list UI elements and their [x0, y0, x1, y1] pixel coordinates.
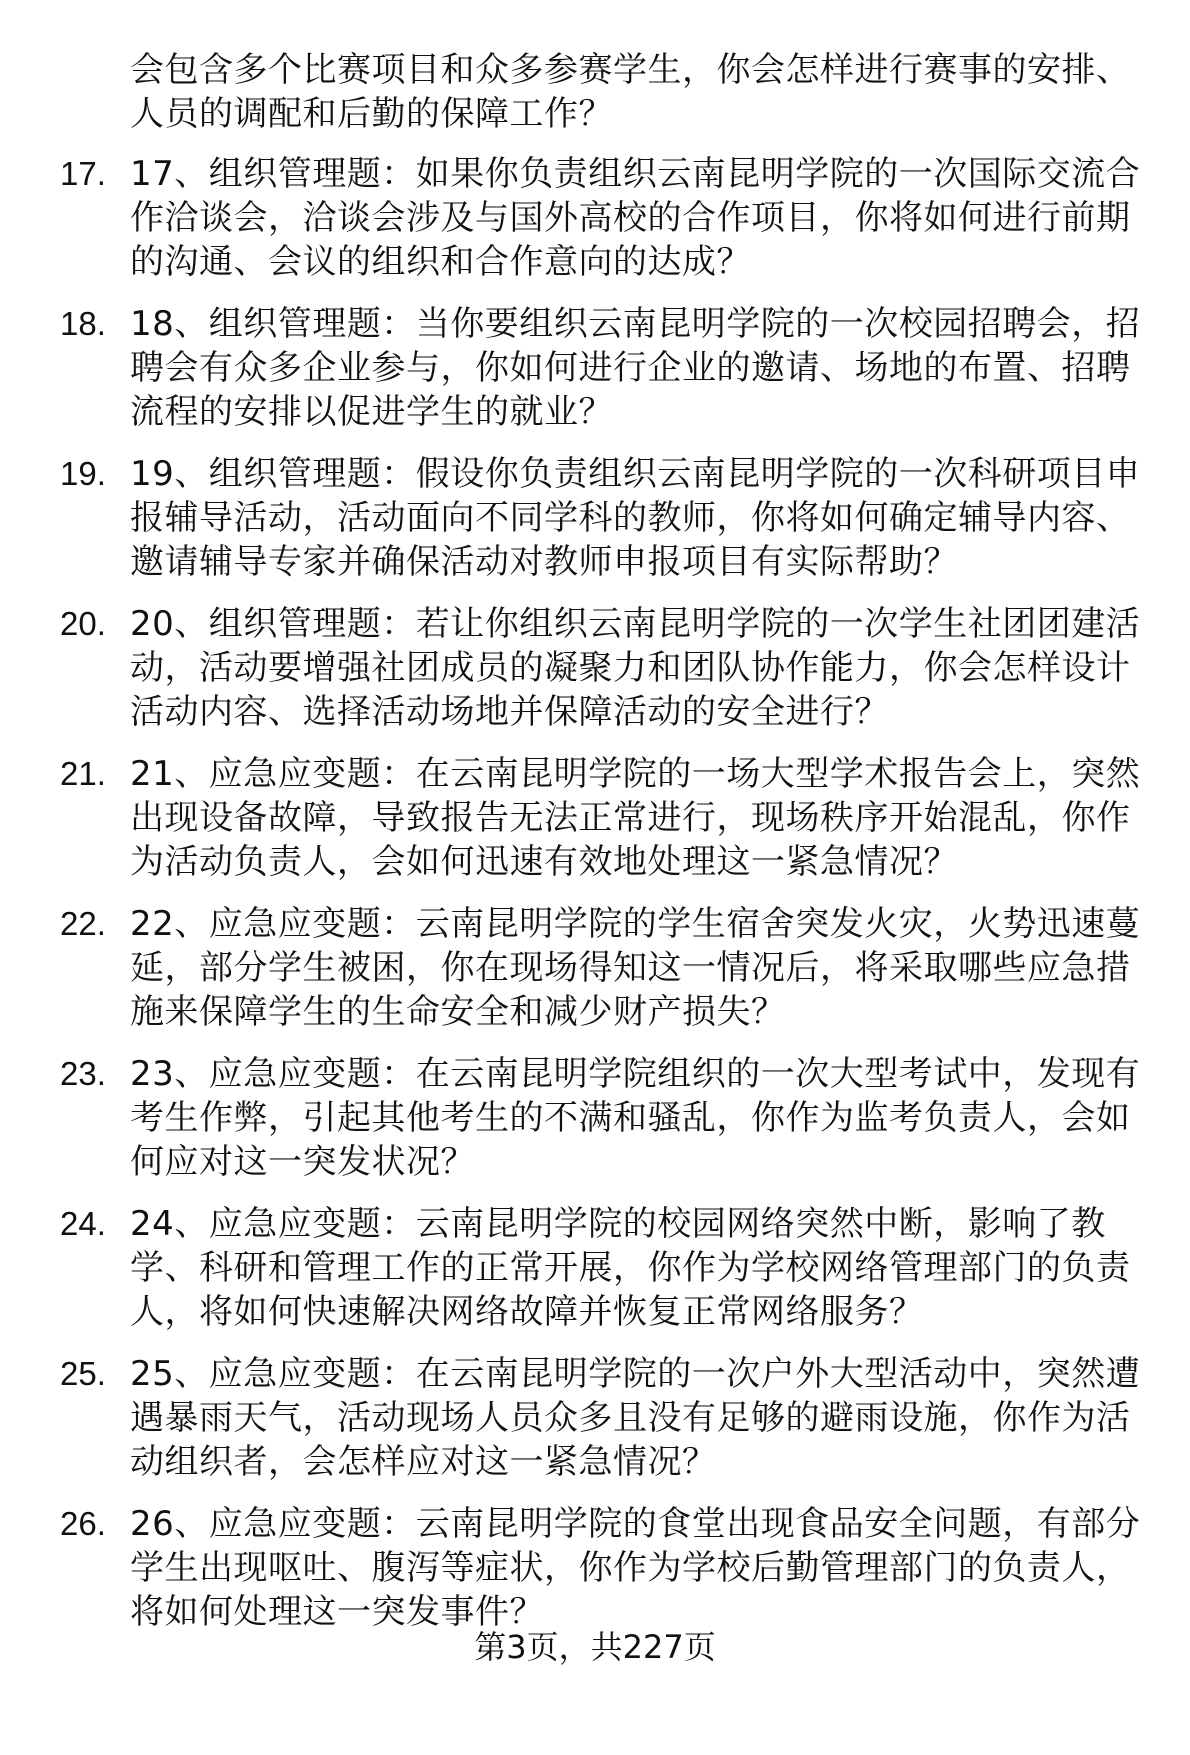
question-text: 25、应急应变题：在云南昆明学院的一次户外大型活动中，突然遭遇暴雨天气，活动现场人员众多且没有足够的避雨设施，你作为活动组织者，会怎样应对这一紧急情况？ [130, 1354, 1141, 1482]
list-item [0, 1352, 1190, 1502]
question-text: 20、组织管理题：若让你组织云南昆明学院的一次学生社团团建活动，活动要增强社团成员的凝聚力和团队协作能力，你会怎样设计活动内容、选择活动场地并保障活动的安全进行？ [130, 604, 1141, 732]
item-number: 26. [60, 1505, 106, 1542]
item-number: 20. [60, 605, 106, 642]
question-text: 17、组织管理题：如果你负责组织云南昆明学院的一次国际交流合作洽谈会，洽谈会涉及与国外高校的合作项目，你将如何进行前期的沟通、会议的组织和合作意向的达成？ [130, 154, 1141, 282]
question-text: 24、应急应变题：云南昆明学院的校园网络突然中断，影响了教学、科研和管理工作的正常开展，你作为学校网络管理部门的负责人，将如何快速解决网络故障并恢复正常网络服务？ [130, 1204, 1131, 1332]
question-text: 21、应急应变题：在云南昆明学院的一场大型学术报告会上，突然出现设备故障，导致报告无法正常进行，现场秩序开始混乱，你作为活动负责人，会如何迅速有效地处理这一紧急情况？ [130, 754, 1141, 882]
list-item [0, 1202, 1190, 1352]
item-number: 17. [60, 155, 106, 192]
list-item [0, 302, 1190, 452]
continued-question-text: 会包含多个比赛项目和众多参赛学生，你会怎样进行赛事的安排、人员的调配和后勤的保障工作？ [130, 50, 1131, 134]
list-item [0, 602, 1190, 752]
question-text: 22、应急应变题：云南昆明学院的学生宿舍突发火灾，火势迅速蔓延，部分学生被困，你在现场得知这一情况后，将采取哪些应急措施来保障学生的生命安全和减少财产损失？ [130, 904, 1141, 1032]
list-item [0, 152, 1190, 302]
item-number: 19. [60, 455, 106, 492]
question-text: 26、应急应变题：云南昆明学院的食堂出现食品安全问题，有部分学生出现呕吐、腹泻等症状，你作为学校后勤管理部门的负责人，将如何处理这一突发事件？ [130, 1504, 1141, 1632]
item-number: 18. [60, 305, 106, 342]
page-number-footer: 第3页，共227页 [474, 1628, 716, 1666]
question-list [0, 152, 1190, 1652]
item-number: 21. [60, 755, 106, 792]
item-number: 22. [60, 905, 106, 942]
list-item [0, 1052, 1190, 1202]
question-text: 18、组织管理题：当你要组织云南昆明学院的一次校园招聘会，招聘会有众多企业参与，你如何进行企业的邀请、场地的布置、招聘流程的安排以促进学生的就业？ [130, 304, 1141, 432]
item-number: 25. [60, 1355, 106, 1392]
item-number: 23. [60, 1055, 106, 1092]
list-item [0, 452, 1190, 602]
question-text: 23、应急应变题：在云南昆明学院组织的一次大型考试中，发现有考生作弊，引起其他考生的不满和骚乱，你作为监考负责人，会如何应对这一突发状况？ [130, 1054, 1141, 1182]
list-item [0, 902, 1190, 1052]
item-number: 24. [60, 1205, 106, 1242]
list-item [0, 752, 1190, 902]
question-text: 19、组织管理题：假设你负责组织云南昆明学院的一次科研项目申报辅导活动，活动面向不同学科的教师，你将如何确定辅导内容、邀请辅导专家并确保活动对教师申报项目有实际帮助？ [130, 454, 1141, 582]
